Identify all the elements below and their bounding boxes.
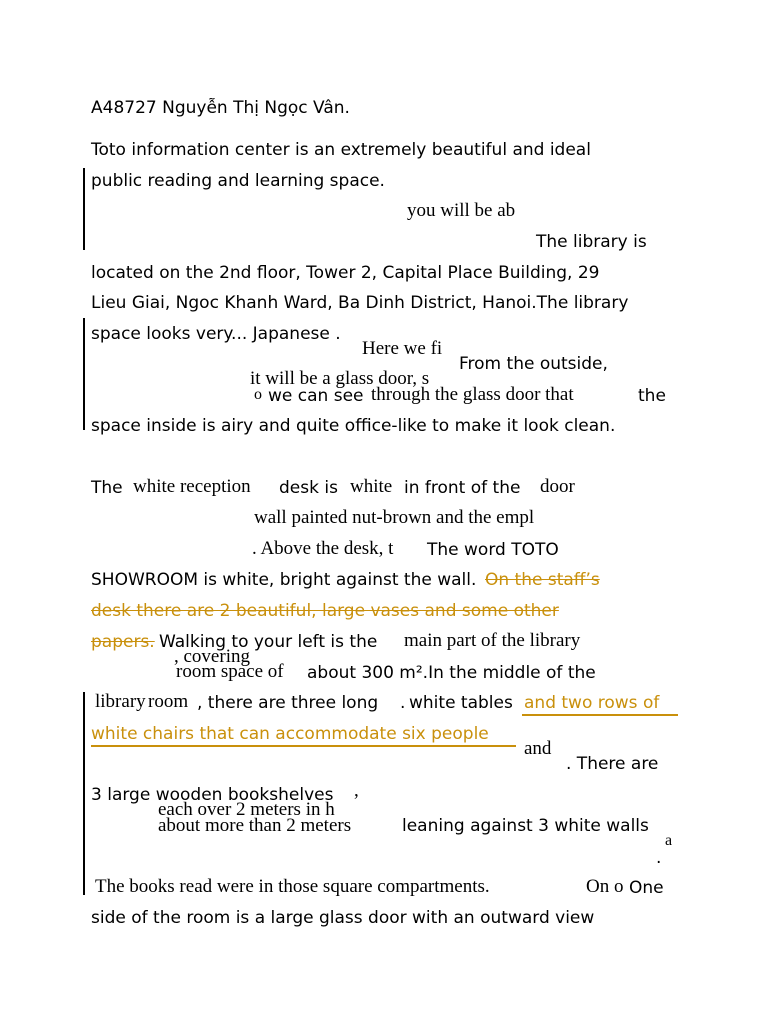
inserted-text: white chairs that can accommodate six people [91,724,489,744]
overlay-text: . Above the desk, t [252,538,394,559]
text-line: The [91,478,123,498]
overlay-text: , covering [174,646,250,667]
text-line: SHOWROOM is white, bright against the wall. [91,570,477,590]
text-line: The word TOTO [427,540,559,560]
deleted-text: On the staff’s [485,570,600,590]
overlay-text: and [524,738,552,759]
overlay-text: white reception [133,476,251,497]
text-line: . [656,848,662,868]
text-line: Walking to your left is the [159,632,378,652]
change-bar [83,168,85,250]
text-line: space inside is airy and quite office-like to make it look clean. [91,416,616,436]
text-line: side of the room is a large glass door with an outward view [91,908,595,928]
overlay-text: The books read were in those square compartments. [95,876,490,897]
overlay-text: white [350,476,393,497]
overlay-text: room [148,691,189,712]
text-line: located on the 2nd floor, Tower 2, Capital Place Building, 29 [91,263,600,283]
text-line: Toto information center is an extremely beautiful and ideal [91,140,591,160]
overlay-text: about more than 2 meters [158,815,352,836]
text-line: desk is [279,478,338,498]
overlay-text: door [540,476,575,497]
overlay-text: through the glass door that [371,384,574,405]
overlay-text: main part of the library [404,630,581,651]
text-line: leaning against 3 white walls [402,816,649,836]
text-line: we can see [268,386,364,406]
inserted-text: and two rows of [524,693,660,713]
overlay-text: library [95,691,146,712]
text-line: in front of the [404,478,521,498]
text-line: white tables [409,693,513,713]
text-line: space looks very... Japanese . [91,324,341,344]
text-line: The library is [536,232,647,252]
overlay-text: each over 2 meters in h [158,799,335,820]
overlay-text: a [665,832,673,849]
deleted-text: desk there are 2 beautiful, large vases and some other [91,601,559,621]
text-line: public reading and learning space. [91,171,385,191]
insertion-underline [522,714,678,716]
text-line: . [400,693,406,713]
change-bar [83,318,85,430]
text-line: 3 large wooden bookshelves [91,785,334,805]
change-bar [83,692,85,882]
overlay-text: o [254,386,262,403]
overlay-text: wall painted nut-brown and the empl [254,507,535,528]
change-bar [83,875,85,895]
overlay-text: you will be ab [407,200,516,221]
overlay-text: , [354,780,359,801]
heading: A48727 Nguyễn Thị Ngọc Vân. [91,98,350,118]
overlay-text: it will be a glass door, s [250,368,430,389]
text-line: about 300 m².In the middle of the [307,663,596,683]
text-line: From the outside, [459,354,608,374]
text-line: . There are [566,754,659,774]
insertion-underline [91,745,516,747]
text-line: One [629,878,664,898]
deleted-text: papers. [91,632,155,652]
text-line: the [638,386,666,406]
overlay-text: Here we fi [362,338,443,359]
overlay-text: On o [586,876,624,897]
text-line: Lieu Giai, Ngoc Khanh Ward, Ba Dinh District, Hanoi.The library [91,293,629,313]
text-line: , there are three long [197,693,379,713]
overlay-text: room space of [176,661,284,682]
